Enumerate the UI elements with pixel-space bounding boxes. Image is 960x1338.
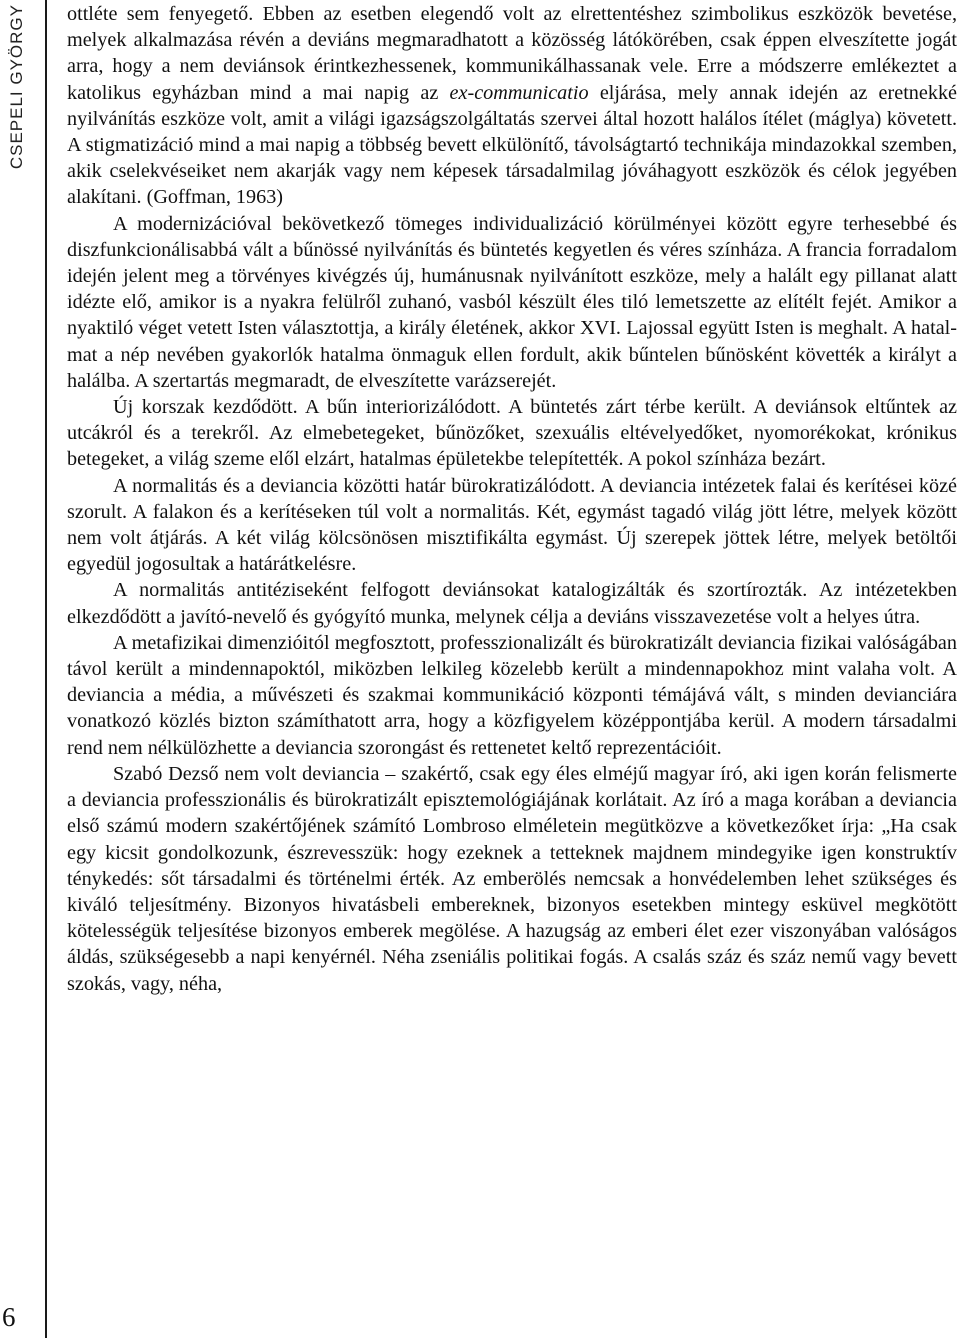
paragraph-6: A metafizikai dimenzióitól megfosztott, professzionalizált és bürokratizált deviancia fizikai valóságában távol került a mindennapoktól, miközben lelkileg közelebb került a mindennapokhoz mint valaha volt. A deviancia a média, a művészeti és szakmai kommunikáció központi témájává vált, s minden devianciára vonatkozó közlés bizton számíthatott arra, hogy a közfigyelem középpontjába kerül. A modern társadalmi rend nem nélkülözhette a deviancia szorongást és rettenetet keltő reprezentációit. xyxy=(67,631,957,759)
running-head-author: CSEPELI GYÖRGY xyxy=(7,4,26,170)
page-number: 6 xyxy=(2,1302,16,1332)
running-head xyxy=(2,4,32,254)
body-text xyxy=(67,1,957,997)
paragraph-5: A normalitás antitéziseként felfogott deviánsokat katalogizálták és szortírozták. Az intézetekben elkezdődött a javító-nevelő és gyógyító munka, melynek célja a deviáns visszavezetése volt a helyes útra. xyxy=(67,579,957,628)
term-ex-communicatio: ex-communicatio xyxy=(449,81,589,104)
paragraph-1: ottléte sem fenyegető. Ebben az esetben elegendő volt az elrettentéshez szimbolikus eszközök bevetése, melyek alkalmazása révén a deviáns megmaradhatott a közösség látókörében, csak éppen elveszítette jogát arra, hogy a nem deviánsok érintkezhessenek, kommunikálhassanak vele. Erre a módszerre emlékeztet a katolikus egyházban mind a mai napig az ex-communicatio eljárása, mely annak idején az eretnekké nyilvánítás eszköze volt, amit a világi igazságszolgáltatás szervei által hozott halálos ítélet (máglya) követett. A stigmatizáció mind a mai napig a többség bevett elkülönítő, távolságtartó technikája mindazokkal szemben, akik cselekvéseiket nem akarják vagy nem képesek társadalmilag jóváhagyott eszközök és célok jegyében alakítani. (Goffman, 1963) xyxy=(67,3,957,209)
margin-rule xyxy=(45,0,47,1338)
paragraph-7: Szabó Dezső nem volt deviancia – szakértő, csak egy éles elméjű magyar író, aki igen korán felismerte a deviancia professzionális és bürokratizált episztemológiájának korlátait. Az író a maga korában a deviancia első számú modern szakértőjének számító Lombroso elméletein megütközve a következőket írja: „Ha csak egy kicsit gondolkozunk, észrevesszük: hogy ezeknek a tetteknek majdnem mindegyike igen konstruktív ténykedés: sőt társadalmi és történelmi érték. Az emberölés nemcsak a honvédelemben lehet szükséges és kiváló teljesítmény. Bizonyos hivatásbeli embereknek, bizonyos esetekben mintegy esküvel megkötött kötelességük teljesítése bizonyos emberek megölése. A hazugság az emberi élet ezer viszonyában valóságos áldás, szükségesebb a napi kenyérnél. Néha zseniális politikai fogás. A csalás száz és száz nemű vagy bevett szokás, vagy, néha, xyxy=(67,762,957,995)
paragraph-3: Új korszak kezdődött. A bűn interiorizálódott. A büntetés zárt térbe került. A deviánsok eltűntek az utcákról és a terekről. Az elmebetegeket, bűnözőket, szexuális eltévelyedőket, nyomorékokat, krónikus betegeket, a világ szeme elől elzárt, hatalmas épületekbe telepítették. A pokol színháza bezárt. xyxy=(67,396,957,471)
paragraph-2: A modernizációval bekövetkező tömeges individualizáció körülményei között egyre terhesebbé és diszfunkcionálisabbá vált a bűnössé nyilvánítás és büntetés kegyetlen és véres színháza. A francia forradalom idején jelent meg a törvényes kivégzés új, humánusnak nyilvánított eszköze, mely a halált egy pillanat alatt idézte elő, amikor is a nyakra felülről zuhanó, vasból készült éles tiló lemetszette az elítélt fejét. Amikor a nyaktiló véget vetett Isten választottja, a király életének, akkor XVI. Lajossal együtt Isten is meghalt. A hatalmat a nép nevében gyakorlók hatalma önmaguk ellen fordult, akik bűntelen bűnösként követték a királyt a halálba. A szertartás megmaradt, de elveszítette varázserejét. xyxy=(67,212,957,392)
paragraph-4: A normalitás és a deviancia közötti határ bürokratizálódott. A deviancia intézetek falai és kerítései közé szorult. A falakon és a kerítéseken túl volt a normalitás. Két, egymást tagadó világ jött létre, melyek között nem volt átjárás. A két világ kölcsönösen misztifikálta egymást. Új szerepek jöttek létre, melyek betöltői egyedül jogosultak a határátkelésre. xyxy=(67,474,957,576)
